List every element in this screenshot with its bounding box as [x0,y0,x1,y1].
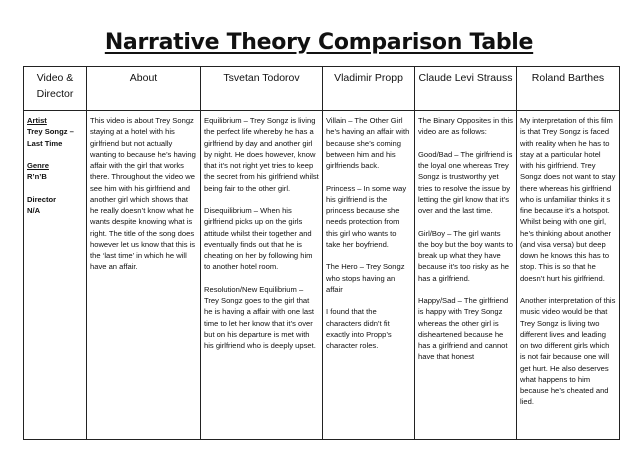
genre-heading: Genre [27,161,49,170]
header-strauss: Claude Levi Strauss [415,67,517,111]
about-cell [87,111,201,440]
propp-princess: Princess – In some way his girlfriend is the princess because she needs protection from this girl who wants to take her boyfriend. [326,183,407,249]
barthes-cell [517,111,620,440]
page-title [0,30,638,55]
header-todorov: Tsvetan Todorov [201,67,323,111]
about-text: This video is about Trey Songz staying at a hotel with his girlfriend but not actually wanting to because he’s having affair with the girl that works there. Throughout the video we see him with his girlfriend and another girl which shows that he really doesn’t know what he wants despite knowing what is right. The title of the song does however let us know that this is the ‘last time’ in which he will have an affair. [90,116,196,272]
video-director-cell [24,111,87,440]
strauss-girl-boy: Girl/Boy – The girl wants the boy but the boy wants to break up what they have because it’s too risky as he has a girlfriend. [418,228,513,283]
header-barthes: Roland Barthes [517,67,620,111]
header-row [24,67,620,111]
artist-value: Trey Songz – Last Time [27,127,74,148]
propp-cell [323,111,415,440]
todorov-disequilibrium: Disequilibrium – When his girlfriend picks up on the girls attitude whilst their together and eventually finds out that he is cheating on her by following him to another hotel room. [204,206,313,272]
page-title-text: Narrative Theory Comparison Table [104,30,534,55]
propp-hero: The Hero – Trey Songz who stops having an affair [326,262,405,294]
director-heading: Director [27,194,57,204]
content-row [24,111,620,440]
genre-value: R’n’B [27,172,47,182]
todorov-cell [201,111,323,440]
director-value: N/A [27,206,41,215]
strauss-good-bad: Good/Bad – The girlfriend is the loyal one whereas Trey Songz is trustworthy yet tries to resolve the issue by letting the girl know that it’s over and the last time. [418,149,513,215]
artist-heading: Artist [27,116,47,125]
barthes-interpretation-2: Another interpretation of this music video would be that Trey Songz is living two different lives and leading on two different girls which is not fair because one will get hurt. He also deserves what happens to him because he’s cheated and lied. [520,296,616,407]
propp-villain: Villain – The Other Girl he’s having an affair with because she’s coming between him and his girlfriends back. [326,116,410,170]
todorov-resolution: Resolution/New Equilibrium – Trey Songz goes to the girl that he is having a affair with one last time to let her know that it’s over but on his departure is met with his girlfriend who is deeply upset. [204,284,316,350]
strauss-happy-sad: Happy/Sad – The girlfriend is happy with Trey Songz whereas the other girl is disheartened because he has a girlfriend and cannot have that honest [418,296,509,362]
barthes-interpretation-1: My interpretation of this film is that Trey Songz is faced with reality when he has to stay at a particular hotel with his girlfriend. Trey Songz does not want to stay there whereas his girlfriend who is unfamiliar thinks it s fine because it’s a hotspot. Whilst being with one girl, he’s thinking about another (and visa versa) but deep down he knows this has to stop. This is so that he doesn’t hurt his girlfriend. [520,116,616,283]
comparison-table [23,66,620,440]
propp-conclusion: I found that the characters didn’t fit exactly into Propp’s character roles. [326,307,392,350]
header-about: About [87,67,201,111]
header-video-director: Video & Director [24,67,87,111]
todorov-equilibrium: Equilibrium – Trey Songz is living the perfect life whereby he has a girlfriend by day and another girl by night. He does however, know that it’s not right yet tries to keep the secret from his girlfriend whilst being fair to the other girl. [204,116,319,193]
strauss-intro: The Binary Opposites in this video are as follows: [418,116,513,137]
header-propp: Vladimir Propp [323,67,415,111]
strauss-cell [415,111,517,440]
